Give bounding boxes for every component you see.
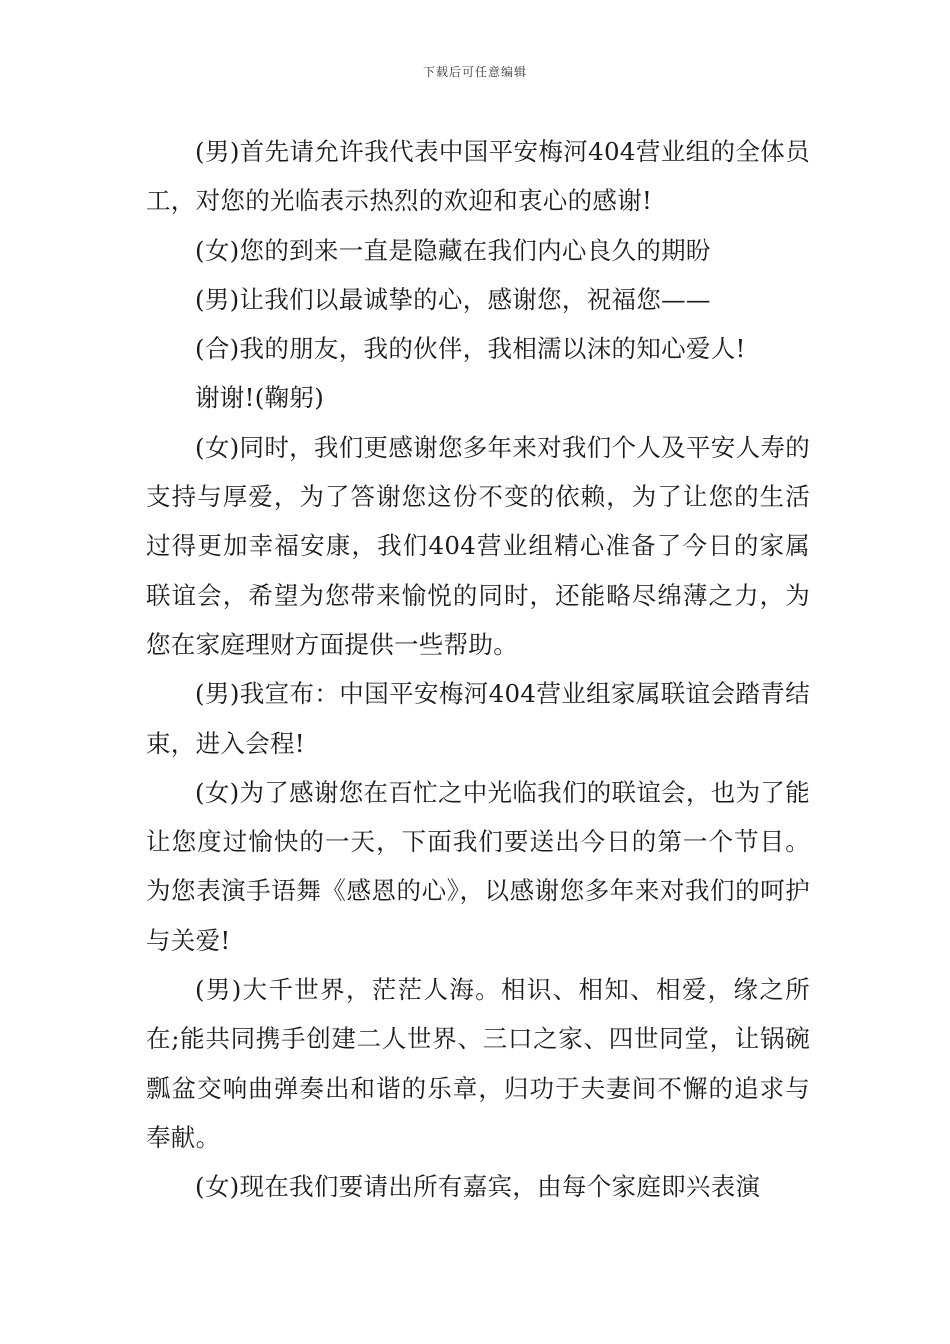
- paragraph-first-program: (女)为了感谢您在百忙之中光临我们的联谊会，也为了能让您度过愉快的一天，下面我们要送出今日的第一个节目。为您表演手语舞《感恩的心》，以感谢您多年来对我们的呵护与关爱!: [146, 777, 810, 955]
- paragraph-welcome: (男)首先请允许我代表中国平安梅河404营业组的全体员工，对您的光临表示热烈的欢迎和衷心的感谢!: [146, 137, 810, 216]
- paragraph-announcement: (男)我宣布：中国平安梅河404营业组家属联谊会踏青结束，进入会程!: [146, 679, 810, 758]
- paragraph-blessing: (男)让我们以最诚挚的心，感谢您，祝福您——: [195, 284, 711, 314]
- document-body: [146, 127, 810, 1212]
- paragraph-anticipation: (女)您的到来一直是隐藏在我们内心良久的期盼: [195, 235, 711, 265]
- paragraph-gratitude: (女)同时，我们更感谢您多年来对我们个人及平安人寿的支持与厚爱，为了答谢您这份不变的依赖，为了让您的生活过得更加幸福安康，我们404营业组精心准备了今日的家属联谊会，希望为您带来愉悦的同时，还能略尽绵薄之力，为您在家庭理财方面提供一些帮助。: [146, 432, 810, 659]
- paragraph-thanks-bow: 谢谢!(鞠躬): [195, 383, 325, 413]
- paragraph-friends: (合)我的朋友，我的伙伴，我相濡以沫的知心爱人!: [195, 334, 746, 364]
- paragraph-guests: (女)现在我们要请出所有嘉宾，由每个家庭即兴表演: [195, 1172, 761, 1202]
- page-header-note: 下载后可任意编辑: [422, 65, 527, 79]
- paragraph-world: (男)大千世界，茫茫人海。相识、相知、相爱，缘之所在;能共同携手创建二人世界、三口之家、四世同堂，让锅碗瓢盆交响曲弹奏出和谐的乐章，归功于夫妻间不懈的追求与奉献。: [146, 975, 810, 1152]
